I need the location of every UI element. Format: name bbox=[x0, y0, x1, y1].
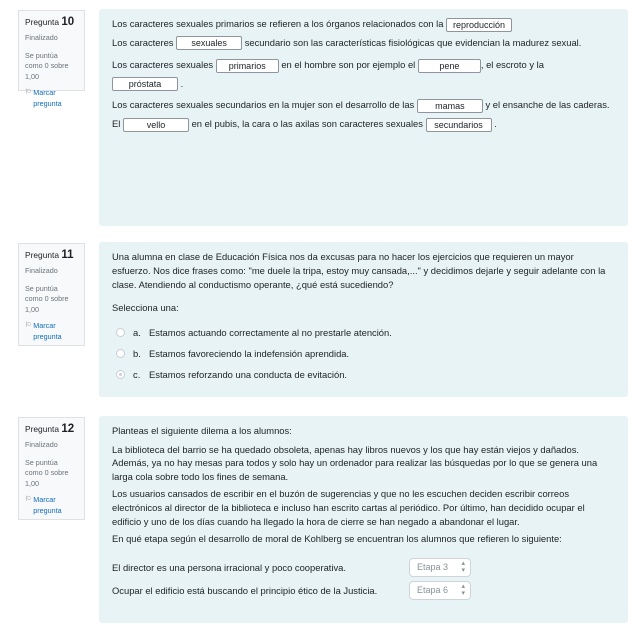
flag-question-link[interactable]: ⚐ Marcar pregunta bbox=[25, 88, 62, 108]
question-paragraph-1: La biblioteca del barrio se ha quedado obsoleta, apenas hay libros nuevos y los que hay están viejos y dañados. Además, ya no hay mesas para todos y solo hay un ordenador para realizar las búsquedas por lo que se genera una larga cola sobre todo los fines de semana. bbox=[112, 443, 598, 482]
question-grade: Se puntúa como 0 sobre 1,00 bbox=[25, 51, 69, 81]
flag-question-link[interactable]: ⚐ Marcar pregunta bbox=[25, 495, 62, 515]
option-b[interactable] bbox=[112, 343, 614, 364]
option-text: Estamos reforzando una conducta de evitación. bbox=[149, 368, 348, 380]
select-arrows-icon: ▴ ▾ bbox=[461, 560, 465, 575]
sentence-3: Los caracteres sexuales primarios en el hombre son por ejemplo el pene , el escroto y la próstata . bbox=[112, 59, 544, 90]
match-text: El director es una persona irracional y poco cooperativa. bbox=[112, 561, 346, 573]
option-letter: b. bbox=[133, 347, 141, 359]
select-arrows-icon: ▴ ▾ bbox=[461, 583, 465, 598]
question-state: Finalizado bbox=[25, 266, 58, 275]
blank-pene[interactable]: pene bbox=[418, 59, 481, 73]
match-row-1 bbox=[112, 556, 614, 579]
question-info-10 bbox=[18, 10, 85, 108]
question-paragraph-2: Los usuarios cansados de escribir en el buzón de sugerencias y que no les escuchen deciden escribir correos electrónicos al director de la biblioteca e incluso han escrito cartas al periódico. Por último, han decidido ocupar el edificio y uno de los días cuando ha llegado la hora de cierre se han negado a abandonar el lugar. bbox=[112, 488, 585, 527]
question-content-11 bbox=[99, 242, 628, 397]
blank-mamas[interactable]: mamas bbox=[417, 99, 483, 113]
question-intro: Planteas el siguiente dilema a los alumnos: bbox=[112, 425, 292, 436]
option-letter: c. bbox=[133, 368, 141, 380]
answer-prompt: Selecciona una: bbox=[112, 302, 179, 314]
blank-prostata[interactable]: próstata bbox=[112, 77, 178, 91]
question-content-10 bbox=[99, 9, 628, 226]
option-a[interactable] bbox=[112, 322, 614, 343]
option-text: Estamos favoreciendo la indefensión aprendida. bbox=[149, 347, 350, 359]
question-prompt: En qué etapa según el desarrollo de moral de Kohlberg se encuentran los alumnos que refieren lo siguiente: bbox=[112, 533, 562, 545]
radio-a[interactable] bbox=[116, 328, 125, 337]
select-value: Etapa 6 bbox=[417, 585, 449, 596]
stage-select-2[interactable] bbox=[409, 581, 471, 600]
question-grade: Se puntúa como 0 sobre 1,00 bbox=[25, 458, 69, 488]
sentence-5: El vello en el pubis, la cara o las axilas son caracteres sexuales secundarios . bbox=[112, 118, 497, 130]
question-number: Pregunta 10 bbox=[25, 16, 75, 28]
question-grade: Se puntúa como 0 sobre 1,00 bbox=[25, 284, 69, 314]
flag-icon: ⚐ bbox=[25, 496, 32, 504]
match-text: Ocupar el edificio está buscando el principio ético de la Justicia. bbox=[112, 584, 378, 596]
option-letter: a. bbox=[133, 326, 141, 338]
question-text: Una alumna en clase de Educación Física nos da excusas para no hacer los ejercicios que requieren un mayor esfuerzo. Nos dice frases como: "me duele la tripa, estoy muy cansada,..." y decidimos dejarle y seguir adelante con la clase. Atendiendo al conductismo operante, ¿qué está sucediendo? bbox=[112, 251, 606, 290]
question-number: Pregunta 11 bbox=[25, 249, 74, 261]
sentence-4: Los caracteres sexuales secundarios en la mujer son el desarrollo de las mamas y el ensanche de las caderas. bbox=[112, 99, 610, 111]
blank-primarios[interactable]: primarios bbox=[216, 59, 279, 73]
blank-vello[interactable]: vello bbox=[123, 118, 189, 132]
question-content-12 bbox=[99, 416, 628, 623]
blank-sexuales[interactable]: sexuales bbox=[176, 36, 242, 50]
blank-reproduccion[interactable]: reproducción bbox=[446, 18, 512, 32]
option-c[interactable] bbox=[112, 364, 614, 385]
blank-secundarios[interactable]: secundarios bbox=[426, 118, 492, 132]
stage-select-1[interactable] bbox=[409, 558, 471, 577]
question-number: Pregunta 12 bbox=[25, 423, 75, 435]
select-value: Etapa 3 bbox=[417, 562, 449, 573]
flag-icon: ⚐ bbox=[25, 89, 32, 97]
radio-b[interactable] bbox=[116, 349, 125, 358]
match-row-2 bbox=[112, 579, 614, 602]
sentence-1: Los caracteres sexuales primarios se refieren a los órganos relacionados con la reproducción bbox=[112, 17, 614, 32]
flag-icon: ⚐ bbox=[25, 322, 32, 330]
question-state: Finalizado bbox=[25, 33, 58, 42]
radio-c-selected[interactable] bbox=[116, 370, 125, 379]
sentence-2: Los caracteres sexuales secundario son las características fisiológicas que evidencian la madurez sexual. bbox=[112, 36, 582, 49]
flag-question-link[interactable]: ⚐ Marcar pregunta bbox=[25, 321, 62, 341]
question-state: Finalizado bbox=[25, 440, 58, 449]
question-info-12 bbox=[18, 417, 85, 520]
question-info-11 bbox=[18, 243, 85, 346]
option-text: Estamos actuando correctamente al no prestarle atención. bbox=[149, 326, 392, 338]
